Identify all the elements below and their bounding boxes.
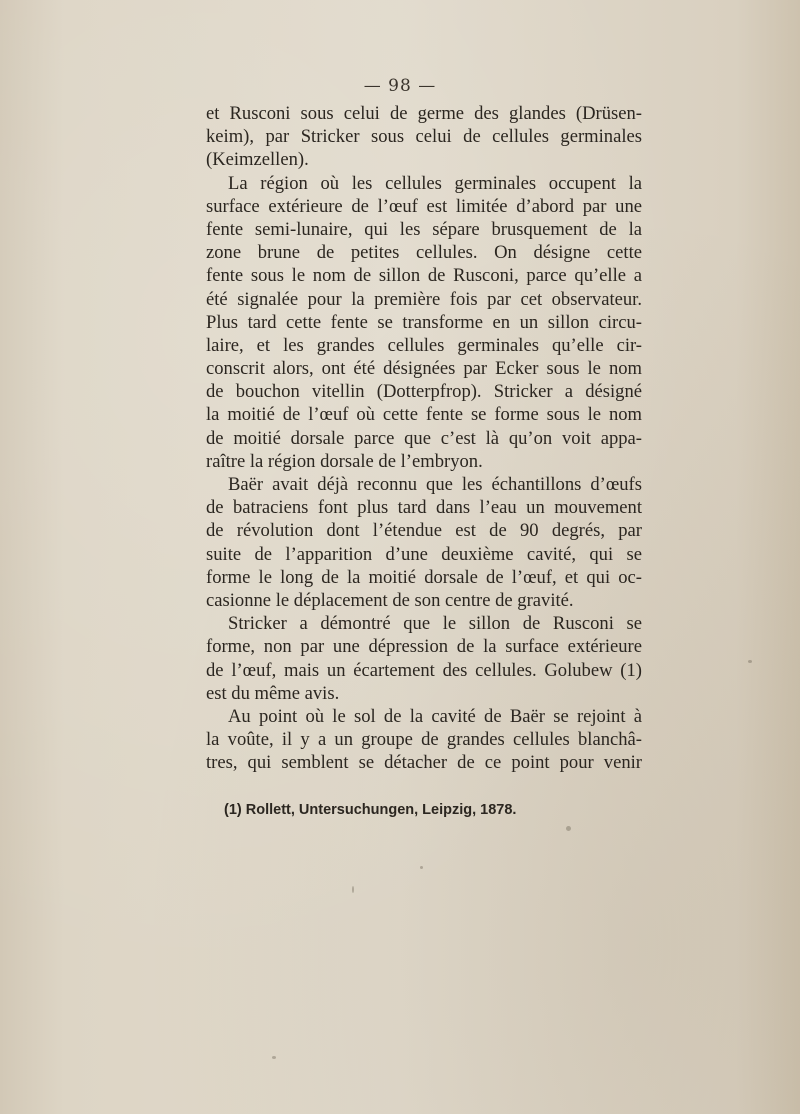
- text-line: raître la région dorsale de l’embryon.: [206, 450, 483, 472]
- text-line: casionne le déplacement de son centre de gravité.: [206, 589, 574, 611]
- text-line: Baër avait déjà reconnu que les échantillons d’œufs: [228, 474, 642, 495]
- text-line: et Rusconi sous celui de germe des glandes (Drüsen-: [206, 103, 642, 124]
- text-line: Plus tard cette fente se transforme en un sillon circu-: [206, 311, 642, 333]
- body-text: [206, 102, 642, 774]
- text-line: suite de l’apparition d’une deuxième cavité, qui se: [206, 543, 642, 565]
- text-line: la voûte, il y a un groupe de grandes cellules blanchâ-: [206, 729, 642, 751]
- text-line: fente semi-lunaire, qui les sépare brusquement de la: [206, 218, 642, 240]
- paper-spot: [566, 826, 571, 831]
- text-line: La région où les cellules germinales occupent la: [228, 172, 642, 194]
- text-line: est du même avis.: [206, 682, 340, 704]
- paper-spot: [272, 1056, 276, 1059]
- text-line: forme le long de la moitié dorsale de l’œuf, et qui oc-: [206, 566, 642, 588]
- text-line: de bouchon vitellin (Dotterpfrop). Stricker a désigné: [206, 381, 642, 403]
- paper-spot: [748, 660, 752, 663]
- text-line: la moitié de l’œuf où cette fente se forme sous le nom: [206, 404, 642, 426]
- text-line: de moitié dorsale parce que c’est là qu’on voit appa-: [206, 427, 642, 449]
- text-line: surface extérieure de l’œuf est limitée d’abord par une: [206, 195, 642, 217]
- text-line: de l’œuf, mais un écartement des cellules. Golubew (1): [206, 659, 642, 681]
- text-line: laire, et les grandes cellules germinales qu’elle cir-: [206, 334, 642, 356]
- footnote: (1) Rollett, Untersuchungen, Leipzig, 1878.: [224, 802, 517, 818]
- text-line: de révolution dont l’étendue est de 90 degrés, par: [206, 520, 642, 542]
- text-line: Au point où le sol de la cavité de Baër se rejoint à: [228, 705, 642, 727]
- text-line: tres, qui semblent se détacher de ce point pour venir: [206, 752, 642, 774]
- text-line: conscrit alors, ont été désignées par Ecker sous le nom: [206, 358, 642, 380]
- page-number: — 98 —: [363, 76, 437, 96]
- paper-spot: [420, 866, 423, 869]
- text-line: keim), par Stricker sous celui de cellules germinales: [206, 126, 642, 148]
- text-line: été signalée pour la première fois par cet observateur.: [206, 288, 642, 310]
- text-line: (Keimzellen).: [206, 149, 309, 171]
- text-line: forme, non par une dépression de la surface extérieure: [206, 636, 642, 658]
- text-line: Stricker a démontré que le sillon de Rusconi se: [228, 613, 642, 635]
- text-line: zone brune de petites cellules. On désigne cette: [206, 242, 642, 264]
- text-line: fente sous le nom de sillon de Rusconi, parce qu’elle a: [206, 265, 642, 287]
- text-line: de batraciens font plus tard dans l’eau un mouvement: [206, 497, 642, 519]
- paper-spot: [352, 886, 354, 893]
